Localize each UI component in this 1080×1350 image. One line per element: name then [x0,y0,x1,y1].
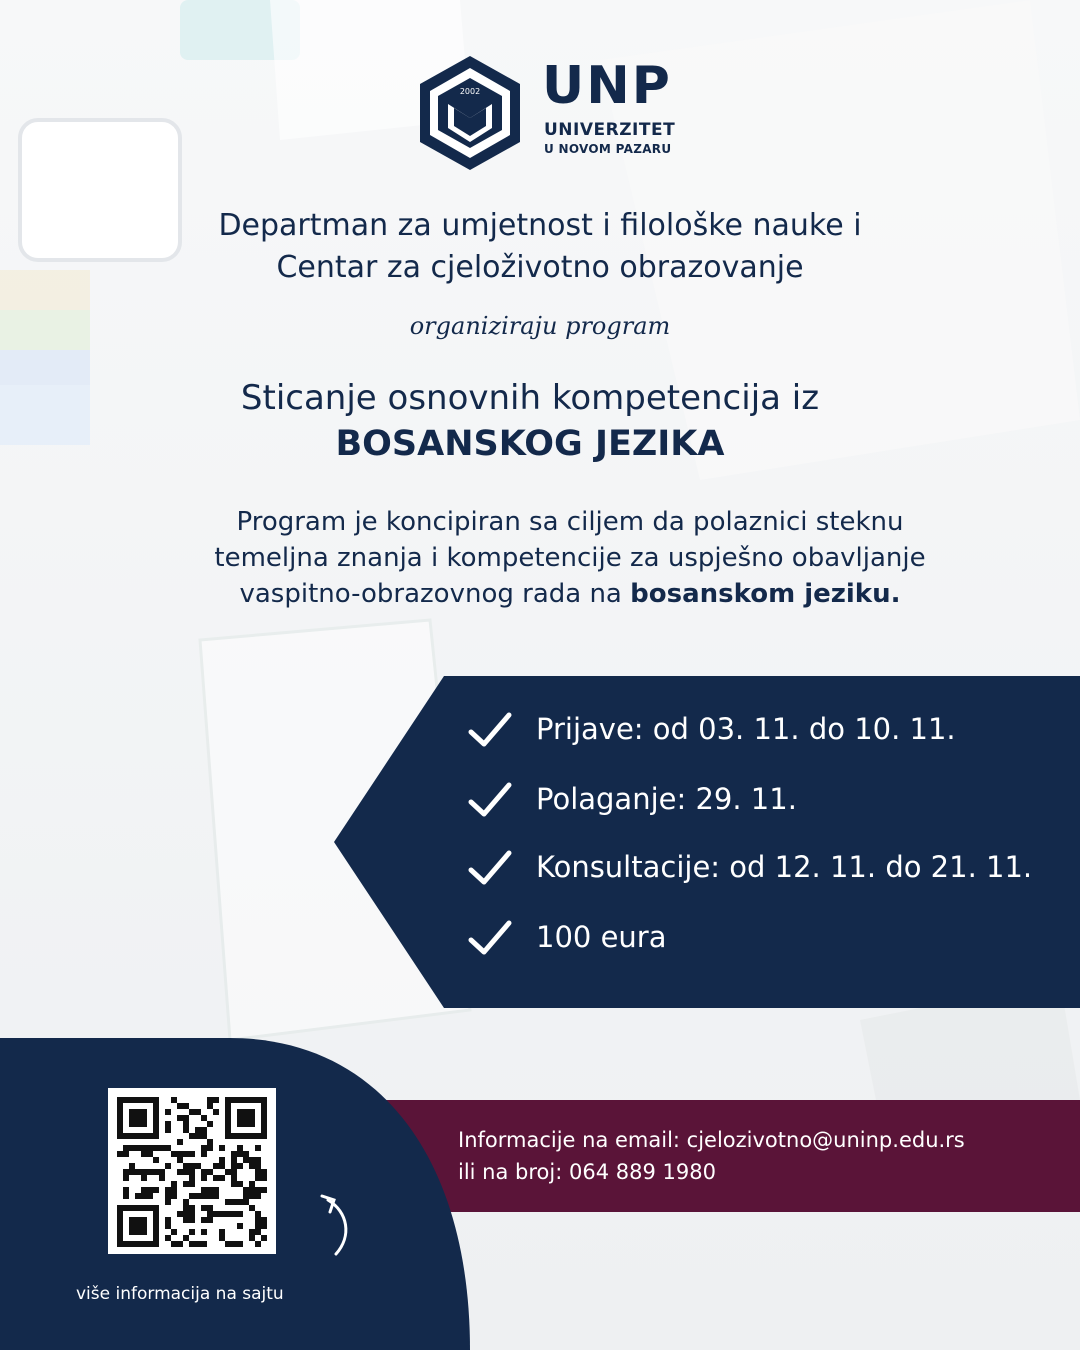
organizes-text: organiziraju program [409,312,671,340]
detail-exam: Polaganje: 29. 11. [536,782,797,816]
brand-line1: UNIVERZITET [544,120,676,140]
department-line2: Centar za cjeloživotno obrazovanje [276,250,804,285]
qr-code[interactable] [108,1088,276,1254]
contact-band [370,1100,1080,1212]
program-title-line1: Sticanje osnovnih kompetencija iz [240,378,820,418]
qr-code-icon [108,1088,276,1254]
contact-phone[interactable]: ili na broj: 064 889 1980 [458,1160,716,1184]
brand-line2: U NOVOM PAZARU [544,142,672,156]
check-icon [468,850,512,886]
more-info-text: više informacija na sajtu [76,1284,284,1304]
description-line3-prefix: vaspitno-obrazovnog rada na [239,579,631,609]
brand-name: UNP [542,56,672,116]
logo-year: 2002 [459,87,481,96]
detail-price: 100 eura [536,920,667,954]
check-icon [468,782,512,818]
detail-registration: Prijave: od 03. 11. do 10. 11. [536,712,956,746]
department-heading [0,205,1080,289]
contact-email[interactable]: Informacije na email: cjelozivotno@uninp.edu.rs [458,1128,965,1152]
program-title-line2: BOSANSKOG JEZIKA [335,424,725,464]
description-line3-bold: bosanskom jeziku. [630,579,901,609]
check-icon [468,920,512,956]
check-icon [468,712,512,748]
description-line2: temeljna znanja i kompetencije za uspješno obavljanje [214,543,926,573]
detail-consultations: Konsultacije: od 12. 11. do 21. 11. [536,850,1033,884]
description-line1: Program je koncipiran sa ciljem da polaznici steknu [236,507,904,537]
department-line1: Departman za umjetnost i filološke nauke i [218,208,862,243]
description-line3 [30,576,1080,612]
program-description [30,504,1080,612]
